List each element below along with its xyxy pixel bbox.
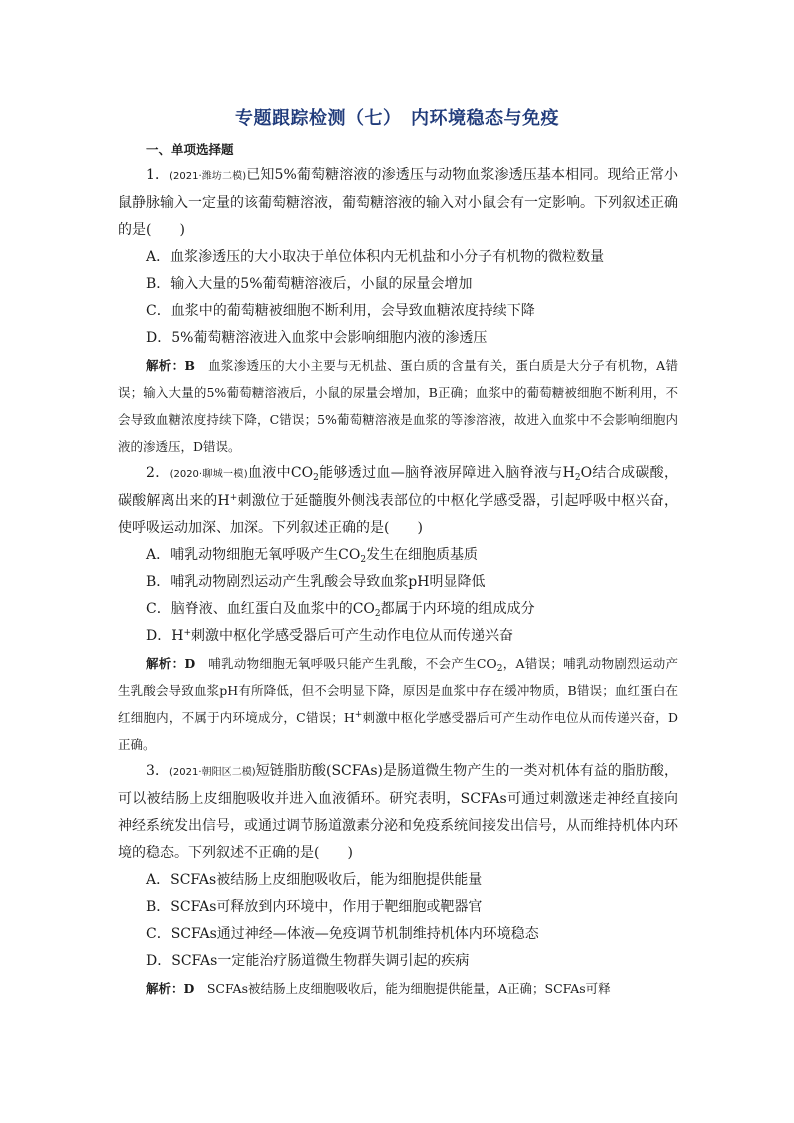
question-source: (2021·潍坊二模) [169, 171, 247, 182]
question-number: 3． [146, 763, 169, 779]
option-d: D．SCFAs一定能治疗肠道微生物群失调引起的疾病 [146, 953, 470, 969]
option-text: 发生在细胞质基质 [366, 547, 479, 563]
option-a [118, 542, 678, 569]
subscript: 2 [313, 473, 319, 483]
superscript: + [183, 628, 191, 638]
question-2-analysis [118, 650, 678, 758]
analysis-text: 哺乳动物细胞无氧呼吸只能产生乳酸，不会产生CO [195, 656, 497, 671]
option-b: B．SCFAs可释放到内环境中，作用于靶细胞或靶器官 [146, 899, 483, 915]
analysis-label: 解析：D [146, 981, 195, 996]
option-b: B．输入大量的5%葡萄糖溶液后，小鼠的尿量会增加 [146, 276, 473, 292]
option-c: C．血浆中的葡萄糖被细胞不断利用，会导致血糖浓度持续下降 [146, 303, 535, 319]
question-source: (2020·聊城一模) [169, 469, 248, 480]
option-text: 都属于内环境的组成成分 [380, 601, 535, 617]
option-a: A．SCFAs被结肠上皮细胞吸收后，能为细胞提供能量 [146, 872, 483, 888]
document-body [118, 162, 678, 1002]
option-text: C．脑脊液、血红蛋白及血浆中的CO [146, 601, 375, 617]
question-1-analysis [118, 352, 678, 460]
question-text: O结合成碳酸，碳酸解离出来的H [118, 465, 678, 509]
option-text: 刺激中枢化学感受器后可产生动作电位从而传递兴奋 [190, 628, 513, 644]
subscript: 2 [360, 555, 367, 565]
option-c: C．SCFAs通过神经—体液—免疫调节机制维持机体内环境稳态 [146, 926, 539, 942]
question-text: 血液中CO [247, 465, 314, 481]
question-text: 刺激位于延髓腹外侧浅表部位的中枢化学感受器，引起呼吸中枢兴奋，使呼吸运动加深、加深。下列叙述正确的是( ) [118, 493, 678, 536]
analysis-label: 解析：D [146, 656, 196, 671]
superscript: + [229, 493, 238, 503]
subscript: 2 [574, 473, 581, 483]
analysis-text: 刺激中枢化学感受器后可产生动作电位从而传递兴奋，D正确。 [118, 710, 678, 752]
question-text: 能够透过血—脑脊液屏障进入脑脊液与H [318, 465, 575, 481]
question-3-analysis [118, 975, 678, 1002]
option-b: B．哺乳动物剧烈运动产生乳酸会导致血浆pH明显降低 [146, 574, 486, 590]
subscript: 2 [496, 664, 503, 674]
question-text: 已知5%葡萄糖溶液的渗透压与动物血浆渗透压基本相同。现给正常小鼠静脉输入一定量的该葡萄糖溶液，葡萄糖溶液的输入对小鼠会有一定影响。下列叙述正确的是( ) [118, 167, 678, 238]
analysis-label: 解析：B [146, 358, 195, 373]
question-number: 1． [146, 167, 170, 183]
option-c [118, 596, 678, 623]
option-d [118, 623, 678, 650]
option-a: A．血浆渗透压的大小取决于单位体积内无机盐和小分子有机物的微粒数量 [146, 249, 605, 265]
section-heading: 一、单项选择题 [146, 142, 234, 157]
option-d: D．5%葡萄糖溶液进入血浆中会影响细胞内液的渗透压 [146, 330, 488, 346]
page-title: 专题跟踪检测（七） 内环境稳态与免疫 [235, 108, 559, 129]
question-source: (2021·朝阳区二模) [169, 767, 256, 778]
question-2-stem [118, 460, 678, 542]
question-number: 2． [146, 465, 170, 481]
subscript: 2 [374, 609, 381, 619]
analysis-text: ，A错误；哺乳动物剧烈运动产生乳酸会导致血浆pH有所降低，但不会明显下降，原因是血浆中存在缓冲物质，B错误；血红蛋白在红细胞内，不属于内环境成分，C错误；H [118, 656, 678, 725]
analysis-text: SCFAs被结肠上皮细胞吸收后，能为细胞提供能量，A正确；SCFAs可释 [194, 981, 611, 996]
question-text: 短链脂肪酸(SCFAs)是肠道微生物产生的一类对机体有益的脂肪酸，可以被结肠上皮细胞吸收并进入血液循环。研究表明，SCFAs可通过刺激迷走神经直接向神经系统发出信号，或通过调节肠道激素分泌和免疫系统间接发出信号，从而维持机体内环境的稳态。下列叙述不正确的是( ) [118, 763, 678, 861]
option-text: D．H [146, 628, 184, 644]
analysis-text: 血浆渗透压的大小主要与无机盐、蛋白质的含量有关，蛋白质是大分子有机物，A错误；输入大量的5%葡萄糖溶液后，小鼠的尿量会增加，B正确；血浆中的葡萄糖被细胞不断利用，不会导致血糖浓度持续下降，C错误；5%葡萄糖溶液是血浆的等渗溶液，故进入血浆中不会影响细胞内液的渗透压，D错误。 [118, 358, 678, 454]
question-1-stem [118, 162, 678, 244]
superscript: + [354, 710, 363, 720]
question-3-stem [118, 758, 678, 867]
option-text: A．哺乳动物细胞无氧呼吸产生CO [146, 547, 361, 563]
